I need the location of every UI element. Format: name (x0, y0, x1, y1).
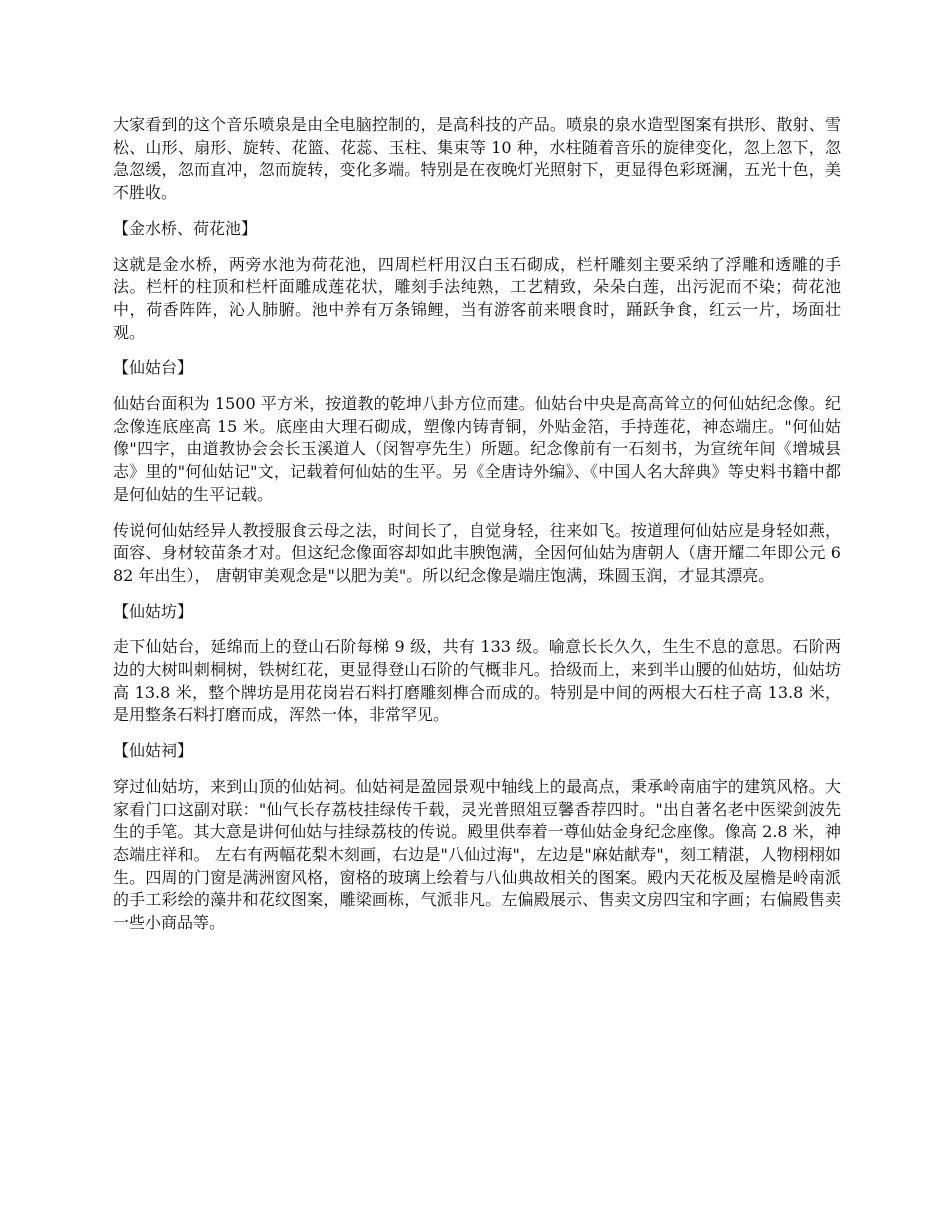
paragraph-xiangu-terrace-2: 传说何仙姑经异人教授服食云母之法，时间长了，自觉身轻，往来如飞。按道理何仙姑应是身轻如燕，面容、身材较苗条才对。但这纪念像面容却如此丰腴饱满，全因何仙姑为唐朝人（唐开耀二年即公元 682 年出生）， 唐朝审美观念是"以肥为美"。所以纪念像是端庄饱满，珠圆玉润，才显其漂亮。 (113, 520, 841, 585)
heading-golden-water-bridge: 【金水桥、荷花池】 (113, 218, 258, 238)
paragraph-xiangu-temple: 穿过仙姑坊，来到山顶的仙姑祠。仙姑祠是盈园景观中轴线上的最高点，秉承岭南庙宇的建筑风格。大家看门口这副对联："仙气长存荔枝挂绿传千载，灵光普照俎豆馨香荐四时。"出自著名老中医梁剑波先生的手笔。其大意是讲何仙姑与挂绿荔枝的传说。殿里供奉着一尊仙姑金身纪念座像。像高 2.8 米，神态端庄祥和。 左右有两幅花梨木刻画，右边是"八仙过海"，左边是"麻姑献寿"，刻工精湛，人物栩栩如生。四周的门窗是满洲窗风格，窗格的玻璃上绘着与八仙典故相关的图案。殿内天花板及屋檐是岭南派的手工彩绘的藻井和花纹图案，雕梁画栋，气派非凡。左偏殿展示、售卖文房四宝和字画；右偏殿售卖一些小商品等。 (113, 776, 841, 933)
paragraph-golden-water-bridge: 这就是金水桥，两旁水池为荷花池，四周栏杆用汉白玉石砌成，栏杆雕刻主要采纳了浮雕和透雕的手法。栏杆的柱顶和栏杆面雕成莲花状，雕刻手法纯熟，工艺精致，朵朵白莲，出污泥而不染；荷花池中，荷香阵阵，沁人肺腑。池中养有万条锦鲤，当有游客前来喂食时，踊跃争食，红云一片，场面壮观。 (113, 254, 841, 342)
document-body (113, 114, 841, 948)
heading-xiangu-terrace: 【仙姑台】 (113, 358, 194, 378)
paragraph-xiangu-archway: 走下仙姑台，延绵而上的登山石阶每梯 9 级，共有 133 级。喻意长长久久，生生不息的意思。石阶两边的大树叫刺桐树，铁树红花，更显得登山石阶的气概非凡。拾级而上，来到半山腰的仙姑坊，仙姑坊高 13.8 米，整个牌坊是用花岗岩石料打磨雕刻榫合而成的。特别是中间的两根大石柱子高 13.8 米，是用整条石料打磨而成，浑然一体，非常罕见。 (113, 637, 841, 725)
heading-xiangu-temple: 【仙姑祠】 (113, 741, 194, 761)
paragraph-xiangu-terrace-1: 仙姑台面积为 1500 平方米，按道教的乾坤八卦方位而建。仙姑台中央是高高耸立的何仙姑纪念像。纪念像连底座高 15 米。底座由大理石砌成，塑像内铸青铜，外贴金箔，手持莲花，神态端庄。"何仙姑像"四字，由道教协会会长玉溪道人（闵智亭先生）所题。纪念像前有一石刻书，为宣统年间《增城县志》里的"何仙姑记"文，记载着何仙姑的生平。另《全唐诗外编》、《中国人名大辞典》等史料书籍中都是何仙姑的生平记载。 (113, 394, 841, 504)
paragraph-music-fountain: 大家看到的这个音乐喷泉是由全电脑控制的，是高科技的产品。喷泉的泉水造型图案有拱形、散射、雪松、山形、扇形、旋转、花篮、花蕊、玉柱、集束等 10 种，水柱随着音乐的旋律变化，忽上忽下，忽急忽缓，忽而直冲，忽而旋转，变化多端。特别是在夜晚灯光照射下，更显得色彩斑澜，五光十色，美不胜收。 (113, 115, 841, 203)
heading-xiangu-archway: 【仙姑坊】 (113, 601, 194, 621)
